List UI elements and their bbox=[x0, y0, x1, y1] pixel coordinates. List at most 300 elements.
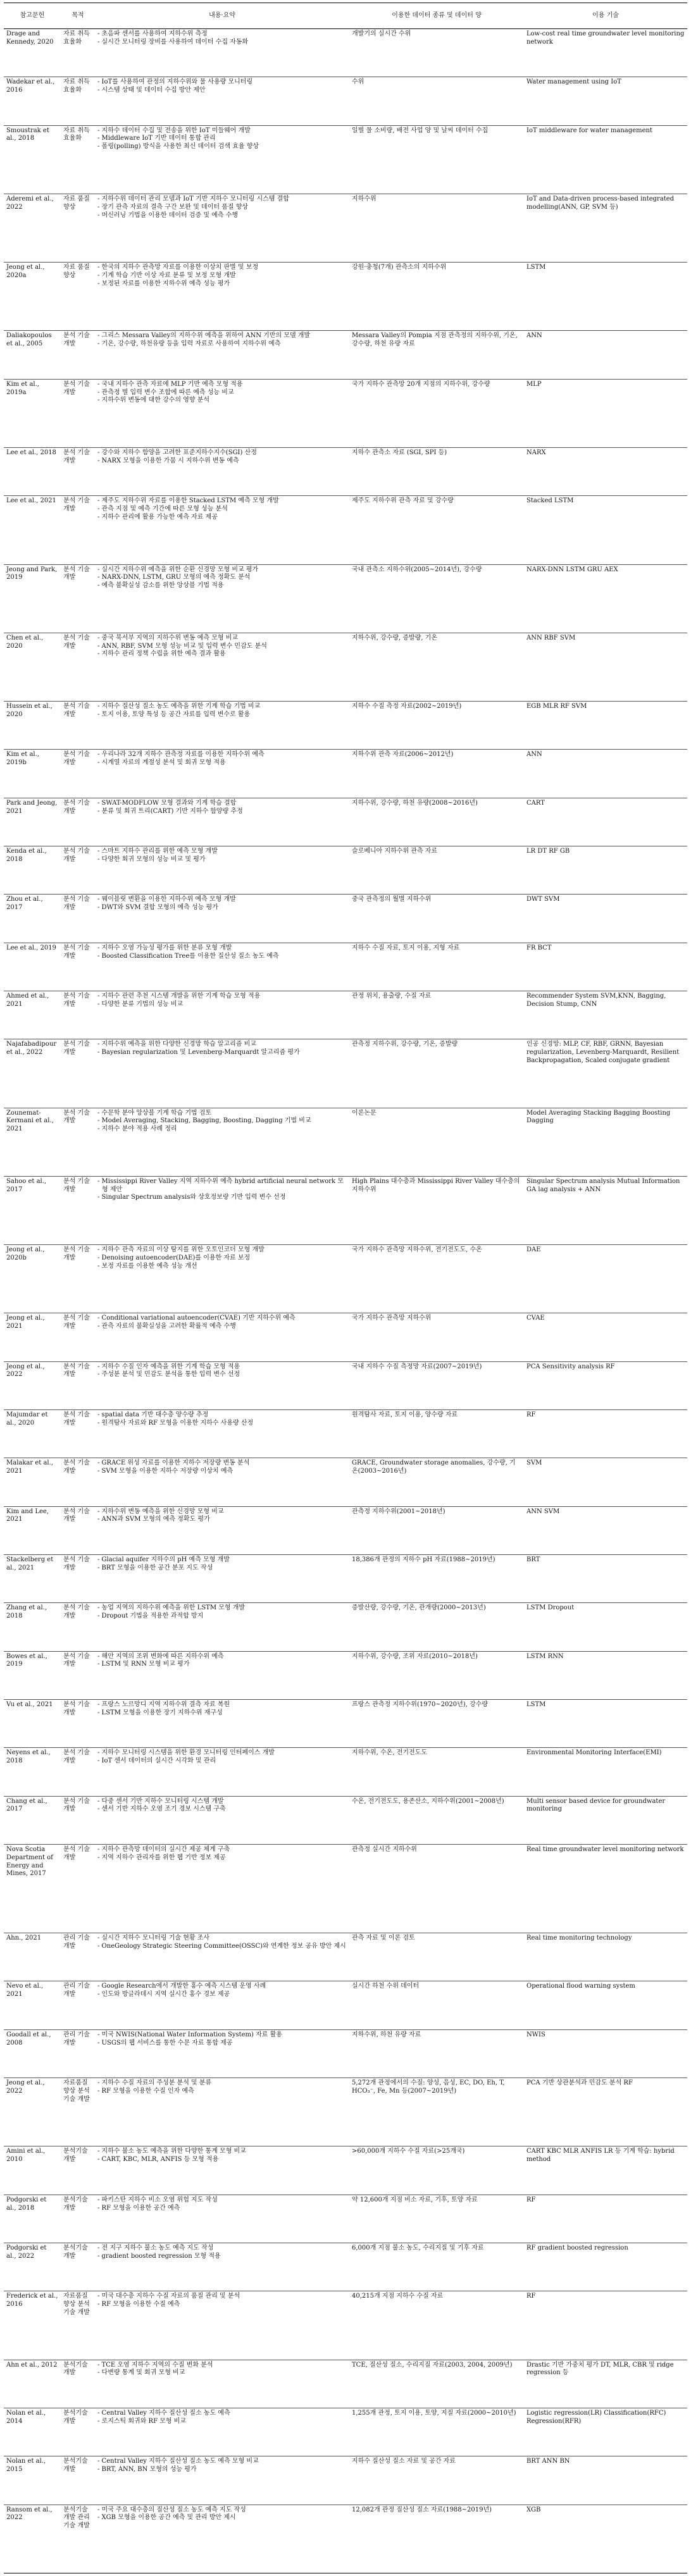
content-cell bbox=[95, 2408, 349, 2456]
reference-cell: Kim et al., 2019a bbox=[4, 379, 61, 447]
purpose-cell: 분석 기술 개발 bbox=[61, 331, 95, 379]
purpose-cell: 자료 취득 효율화 bbox=[61, 77, 95, 125]
purpose-cell: 자료품질 향상 분석기술 개발 bbox=[61, 2078, 95, 2146]
content-item: - CART, KBC, MLR, ANFIS 등 모형 적용 bbox=[97, 2156, 219, 2164]
content-item: - SWAT-MODFLOW 모형 결과와 기계 학습 결합 bbox=[97, 799, 237, 807]
data-cell: 중국 관측정의 월별 지하수위 bbox=[349, 895, 524, 943]
purpose-cell: 분석 기술 개발 bbox=[61, 750, 95, 798]
purpose-cell: 자료품질 향상 분석기술 개발 bbox=[61, 2291, 95, 2360]
technology-cell: DWT SVM bbox=[524, 895, 687, 943]
purpose-cell: 관리 기술 개발 bbox=[61, 1933, 95, 1981]
content-item: - GRACE 위성 자료를 이용한 지하수 저장량 변동 분석 bbox=[97, 1459, 250, 1467]
content-item: - 지하수 분야 적용 사례 정리 bbox=[97, 1125, 177, 1133]
content-cell bbox=[95, 2243, 349, 2291]
content-item: - 지하수 수질 자료의 주성분 분석 및 분류 bbox=[97, 2079, 212, 2087]
technology-cell: Recommender System SVM,KNN, Bagging, Decision Stump, CNN bbox=[524, 991, 687, 1039]
content-item: - OneGeology Strategic Steering Committee(OSSC)와 연계한 정보 공유 방안 제시 bbox=[97, 1942, 346, 1950]
purpose-cell: 분석 기술 개발 bbox=[61, 633, 95, 701]
content-cell bbox=[95, 29, 349, 77]
data-cell: 국내 지하수 수질 측정망 자료(2007~2019년) bbox=[349, 1361, 524, 1409]
content-cell bbox=[95, 2078, 349, 2146]
reference-cell: Wadekar et al., 2016 bbox=[4, 77, 61, 125]
content-item: - 머신러닝 기법을 이용한 데이터 검증 및 예측 수행 bbox=[97, 211, 239, 219]
table-row bbox=[4, 895, 687, 943]
table-row bbox=[4, 1410, 687, 1458]
content-item: - 관측 자료의 불확실성을 고려한 확률적 예측 수행 bbox=[97, 1323, 236, 1330]
reference-cell: Goodall et al., 2008 bbox=[4, 2029, 61, 2078]
reference-cell: Kim et al., 2019b bbox=[4, 750, 61, 798]
content-item: - Dropout 기법을 적용한 과적합 방지 bbox=[97, 1613, 204, 1620]
table-row bbox=[4, 263, 687, 331]
purpose-cell: 자료 품질 향상 bbox=[61, 194, 95, 262]
table-row bbox=[4, 1176, 687, 1244]
content-item: - SVM 모형을 이용한 지하수 저장량 이상치 예측 bbox=[97, 1468, 233, 1475]
purpose-cell: 분석 기술 개발 bbox=[61, 496, 95, 564]
content-item: - BRT, ANN, BN 모형의 성능 평가 bbox=[97, 2466, 197, 2474]
content-item: - 폴링(polling) 방식을 사용한 최신 데이터 검색 효율 향상 bbox=[97, 143, 259, 151]
content-cell bbox=[95, 1796, 349, 1844]
reference-cell: Nevo et al., 2021 bbox=[4, 1981, 61, 2029]
purpose-cell: 분석 기술 개발 bbox=[61, 1844, 95, 1933]
content-cell bbox=[95, 1361, 349, 1409]
content-item: - 실시간 모니터링 장비를 사용하여 데이터 수집 자동화 bbox=[97, 38, 249, 46]
content-item: - 파키스탄 지하수 비소 오염 위험 지도 작성 bbox=[97, 2196, 218, 2203]
table-row bbox=[4, 2029, 687, 2078]
content-item: - 센서 기반 지하수 오염 조기 경보 시스템 구축 bbox=[97, 1805, 226, 1813]
data-cell: 관정 위치, 용출량, 수질 자료 bbox=[349, 991, 524, 1039]
technology-cell: BRT bbox=[524, 1555, 687, 1603]
content-cell bbox=[95, 2029, 349, 2078]
technology-cell: ANN RBF SVM bbox=[524, 633, 687, 701]
table-row bbox=[4, 496, 687, 564]
literature-table-container bbox=[4, 3, 687, 2573]
reference-cell: Kenda et al., 2018 bbox=[4, 846, 61, 895]
content-item: - 프랑스 노르망디 지역 지하수위 결측 자료 복원 bbox=[97, 1700, 230, 1708]
table-row bbox=[4, 846, 687, 895]
table-row bbox=[4, 1603, 687, 1651]
content-cell bbox=[95, 750, 349, 798]
content-item: - 중국 북서부 지역의 지하수위 변동 예측 모형 비교 bbox=[97, 634, 239, 641]
data-cell: 강원·충청(7개) 관측소의 지하수위 bbox=[349, 263, 524, 331]
purpose-cell: 분석기술 개발 bbox=[61, 2408, 95, 2456]
content-item: - 실시간 지하수위 예측을 위한 순환 신경망 모형 비교 평가 bbox=[97, 566, 259, 573]
table-row bbox=[4, 29, 687, 77]
content-item: - USGS의 웹 서비스를 통한 수문 자료 통합 제공 bbox=[97, 2039, 233, 2047]
content-cell bbox=[95, 895, 349, 943]
reference-cell: Lee et al., 2018 bbox=[4, 447, 61, 495]
reference-cell: Jeong et al., 2022 bbox=[4, 2078, 61, 2146]
data-cell: 관측정 지하수위(2001~2018년) bbox=[349, 1506, 524, 1554]
technology-cell: PCA 기반 상관분석과 민감도 분석 RF bbox=[524, 2078, 687, 2146]
purpose-cell: 자료 품질 향상 bbox=[61, 263, 95, 331]
content-cell bbox=[95, 2505, 349, 2573]
purpose-cell: 분석 기술 개발 bbox=[61, 1361, 95, 1409]
content-item: - 지하수 오염 가능성 평가를 위한 분류 모형 개발 bbox=[97, 944, 232, 951]
content-cell bbox=[95, 943, 349, 991]
data-cell: 지하수위, 강수량, 증발량, 기온 bbox=[349, 633, 524, 701]
table-row bbox=[4, 77, 687, 125]
data-cell: 슬로베니아 지하수위 관측 자료 bbox=[349, 846, 524, 895]
table-row bbox=[4, 1108, 687, 1176]
technology-cell: BRT ANN BN bbox=[524, 2456, 687, 2505]
content-item: - Conditional variational autoencoder(CVAE) 기반 지하수위 예측 bbox=[97, 1315, 296, 1322]
reference-cell: Malakar et al., 2021 bbox=[4, 1458, 61, 1506]
purpose-cell: 분석 기술 개발 bbox=[61, 798, 95, 846]
content-item: - RF 모형을 이용한 수질 인자 예측 bbox=[97, 2087, 194, 2095]
content-cell bbox=[95, 1506, 349, 1554]
table-row bbox=[4, 2360, 687, 2408]
content-item: - 제주도 지하수위 자료를 이용한 Stacked LSTM 예측 모형 개발 bbox=[97, 497, 279, 505]
content-item: - 미국 대수층 지하수 수질 자료의 품질 관리 및 분석 bbox=[97, 2293, 240, 2300]
reference-cell: Amini et al., 2010 bbox=[4, 2146, 61, 2195]
data-cell: 원격탐사 자료, 토지 이용, 양수량 자료 bbox=[349, 1410, 524, 1458]
table-row bbox=[4, 1361, 687, 1409]
content-item: - 로지스틱 회귀와 RF 모형 비교 bbox=[97, 2417, 187, 2425]
data-cell: 국가 지하수 관측망 지하수위, 전기전도도, 수온 bbox=[349, 1245, 524, 1313]
purpose-cell: 분석 기술 개발 bbox=[61, 1555, 95, 1603]
data-cell: 지하수위 bbox=[349, 194, 524, 262]
technology-cell: RF bbox=[524, 2195, 687, 2243]
content-item: - 그리스 Messara Valley의 지하수위 예측을 위하여 ANN 기반의 모델 개발 bbox=[97, 332, 311, 340]
reference-cell: Ahn et al., 2012 bbox=[4, 2360, 61, 2408]
purpose-cell: 분석기술 개발 bbox=[61, 2243, 95, 2291]
data-cell: High Plains 대수층과 Mississippi River Valley 대수층의 지하수위 bbox=[349, 1176, 524, 1244]
purpose-cell: 분석기술 개발 bbox=[61, 2360, 95, 2408]
technology-cell: Stacked LSTM bbox=[524, 496, 687, 564]
data-cell: 6,000개 지점 불소 농도, 수리지질 및 기후 자료 bbox=[349, 2243, 524, 2291]
table-row bbox=[4, 1796, 687, 1844]
reference-cell: Park and Jeong, 2021 bbox=[4, 798, 61, 846]
table-row bbox=[4, 1458, 687, 1506]
table-row bbox=[4, 447, 687, 495]
data-cell: 지하수 관측소 자료 (SGI, SPI 등) bbox=[349, 447, 524, 495]
purpose-cell: 자료 취득 효율화 bbox=[61, 29, 95, 77]
data-cell: 국가 지하수 관측망 지하수위 bbox=[349, 1313, 524, 1361]
content-item: - 지역 지하수 관리자를 위한 웹 기반 정보 제공 bbox=[97, 1854, 226, 1861]
technology-cell: RF bbox=[524, 2291, 687, 2360]
content-item: - BRT 모형을 이용한 공간 분포 지도 작성 bbox=[97, 1564, 213, 1571]
table-body bbox=[4, 29, 687, 2573]
content-item: - 기계 학습 기반 이상 자료 분류 및 보정 모형 개발 bbox=[97, 271, 236, 279]
purpose-cell: 분석 기술 개발 bbox=[61, 1699, 95, 1747]
content-cell bbox=[95, 1699, 349, 1747]
data-cell: 지하수 질산성 질소 자료 및 공간 자료 bbox=[349, 2456, 524, 2505]
table-row bbox=[4, 1844, 687, 1933]
purpose-cell: 분석 기술 개발 bbox=[61, 1748, 95, 1796]
purpose-cell: 자료 취득 효율화 bbox=[61, 125, 95, 194]
table-row bbox=[4, 194, 687, 262]
content-item: - 한국의 지하수 관측망 자료를 이용한 이상치 판별 및 보정 bbox=[97, 264, 259, 271]
content-item: - 지하수 관리 정책 수립을 위한 예측 결과 활용 bbox=[97, 650, 226, 658]
purpose-cell: 분석기술 개발 관리기술 개발 bbox=[61, 2505, 95, 2573]
content-cell bbox=[95, 1039, 349, 1108]
content-item: - Denoising autoencoder(DAE)를 이용한 자료 보정 bbox=[97, 1254, 251, 1261]
content-item: - 다양한 회귀 모형의 성능 비교 및 평가 bbox=[97, 855, 206, 863]
table-row bbox=[4, 2291, 687, 2360]
purpose-cell: 분석 기술 개발 bbox=[61, 702, 95, 750]
table-row bbox=[4, 2195, 687, 2243]
content-item: - XGB 모형을 이용한 공간 예측 및 관리 방안 제시 bbox=[97, 2514, 236, 2522]
content-item: - 보정 자료를 이용한 예측 성능 개선 bbox=[97, 1262, 197, 1270]
table-row bbox=[4, 2078, 687, 2146]
purpose-cell: 관리 기술 개발 bbox=[61, 2029, 95, 2078]
content-item: - RF 모형을 이용한 공간 예측 bbox=[97, 2204, 180, 2212]
data-cell: 실시간 하천 수위 데이터 bbox=[349, 1981, 524, 2029]
content-item: - 지하수위 데이터 관리 모델과 IoT 기반 지하수 모니터링 시스템 결합 bbox=[97, 195, 289, 202]
technology-cell: Model Averaging Stacking Bagging Boosting Dagging bbox=[524, 1108, 687, 1176]
content-item: - LSTM 모형을 이용한 장기 지하수위 재구성 bbox=[97, 1709, 223, 1716]
content-item: - RF 모형을 이용한 수질 예측 bbox=[97, 2301, 180, 2308]
reference-cell: Nolan et al., 2014 bbox=[4, 2408, 61, 2456]
purpose-cell: 분석기술 개발 bbox=[61, 2195, 95, 2243]
content-item: - 관측정 별 입력 변수 조합에 따른 예측 성능 비교 bbox=[97, 388, 234, 396]
content-item: - 지하수 데이터 수집 및 전송을 위한 IoT 미들웨어 개발 bbox=[97, 127, 251, 134]
content-item: - 장기 관측 자료의 결측 구간 보완 및 데이터 품질 향상 bbox=[97, 203, 249, 211]
data-cell: 제주도 지하수위 관측 자료 및 강수량 bbox=[349, 496, 524, 564]
content-item: - Google Research에서 개발한 홍수 예측 시스템 운영 사례 bbox=[97, 1983, 266, 1990]
purpose-cell: 분석 기술 개발 bbox=[61, 379, 95, 447]
purpose-cell: 분석 기술 개발 bbox=[61, 1458, 95, 1506]
content-item: - 웨이블릿 변환을 이용한 지하수위 예측 모형 개발 bbox=[97, 896, 236, 903]
data-cell: 수온, 전기전도도, 용존산소, 지하수위(2001~2008년) bbox=[349, 1796, 524, 1844]
table-row bbox=[4, 1699, 687, 1747]
content-item: - 시스템 상태 및 데이터 수집 방안 제안 bbox=[97, 87, 206, 94]
purpose-cell: 분석 기술 개발 bbox=[61, 564, 95, 633]
table-row bbox=[4, 331, 687, 379]
technology-cell: ANN bbox=[524, 331, 687, 379]
reference-cell: Nolan et al., 2015 bbox=[4, 2456, 61, 2505]
content-item: - Central Valley 지하수 질산성 질소 농도 예측 모형 비교 bbox=[97, 2458, 259, 2465]
content-item: - 지하수 관측망 데이터의 실시간 제공 체계 구축 bbox=[97, 1845, 230, 1853]
content-item: - 지하수 불소 농도 예측을 위한 다양한 통계 모형 비교 bbox=[97, 2148, 246, 2155]
content-cell bbox=[95, 1313, 349, 1361]
data-cell: 프랑스 관측정 지하수위(1970~2020년), 강수량 bbox=[349, 1699, 524, 1747]
purpose-cell: 분석 기술 개발 bbox=[61, 895, 95, 943]
technology-cell: Low-cost real time groundwater level monitoring network bbox=[524, 29, 687, 77]
content-cell bbox=[95, 2291, 349, 2360]
literature-table bbox=[4, 3, 687, 2573]
data-cell: 국내 관측소 지하수위(2005~2014년), 강수량 bbox=[349, 564, 524, 633]
content-item: - 기온, 강수량, 하천유량 등을 입력 자료로 사용하여 지하수위 예측 bbox=[97, 340, 281, 348]
content-cell bbox=[95, 702, 349, 750]
table-row bbox=[4, 943, 687, 991]
content-cell bbox=[95, 77, 349, 125]
reference-cell: Drage and Kennedy, 2020 bbox=[4, 29, 61, 77]
table-header-row bbox=[4, 3, 687, 29]
content-item: - 실시간 지하수 모니터링 기술 현황 조사 bbox=[97, 1935, 210, 1942]
table-row bbox=[4, 1245, 687, 1313]
purpose-cell: 분석 기술 개발 bbox=[61, 1176, 95, 1244]
technology-cell: Multi sensor based device for groundwater monitoring bbox=[524, 1796, 687, 1844]
table-row bbox=[4, 2408, 687, 2456]
header-reference: 참고문헌 bbox=[4, 3, 61, 29]
technology-cell: NWIS bbox=[524, 2029, 687, 2078]
content-item: - 지하수 모니터링 시스템을 위한 환경 모니터링 인터페이스 개발 bbox=[97, 1749, 275, 1757]
technology-cell: ANN bbox=[524, 750, 687, 798]
content-cell bbox=[95, 1555, 349, 1603]
technology-cell: Environmental Monitoring Interface(EMI) bbox=[524, 1748, 687, 1796]
purpose-cell: 분석 기술 개발 bbox=[61, 1410, 95, 1458]
data-cell: 수위 bbox=[349, 77, 524, 125]
content-cell bbox=[95, 2195, 349, 2243]
content-item: - Glacial aquifer 지하수의 pH 예측 모형 개발 bbox=[97, 1556, 230, 1563]
content-item: - 국내 지하수 관측 자료에 MLP 기반 예측 모형 적용 bbox=[97, 380, 243, 388]
reference-cell: Jeong et al., 2022 bbox=[4, 1361, 61, 1409]
purpose-cell: 분석 기술 개발 bbox=[61, 1039, 95, 1108]
data-cell: 관측정 지하수위, 강수량, 기온, 증발량 bbox=[349, 1039, 524, 1108]
purpose-cell: 분석 기술 개발 bbox=[61, 1796, 95, 1844]
content-item: - 농업 지역의 지하수위 예측을 위한 LSTM 모형 개발 bbox=[97, 1604, 246, 1612]
table-row bbox=[4, 2146, 687, 2195]
reference-cell: Podgorski et al., 2018 bbox=[4, 2195, 61, 2243]
reference-cell: Zounemat-Kermani et al., 2021 bbox=[4, 1108, 61, 1176]
technology-cell: Real time monitoring technology bbox=[524, 1933, 687, 1981]
table-row bbox=[4, 702, 687, 750]
technology-cell: RF bbox=[524, 1410, 687, 1458]
content-item: - 지하수위 예측을 위한 다양한 신경망 학습 알고리즘 비교 bbox=[97, 1041, 256, 1048]
content-item: - 인도와 방글라데시 지역 실시간 홍수 경보 제공 bbox=[97, 1991, 230, 1998]
content-cell bbox=[95, 1410, 349, 1458]
technology-cell: RF gradient boosted regression bbox=[524, 2243, 687, 2291]
reference-cell: Lee et al., 2021 bbox=[4, 496, 61, 564]
content-item: - 원격탐사 자료와 RF 모형을 이용한 지하수 사용량 산정 bbox=[97, 1419, 254, 1427]
table-row bbox=[4, 1313, 687, 1361]
content-item: - 지하수 관측 자료의 이상 탐지를 위한 오토인코더 모형 개발 bbox=[97, 1246, 265, 1254]
content-item: - Singular Spectrum analysis와 상호정보량 기반 입력 변수 선정 bbox=[97, 1194, 286, 1201]
technology-cell: FR BCT bbox=[524, 943, 687, 991]
content-item: - IoT를 사용하여 관정의 지하수위와 물 사용량 모니터링 bbox=[97, 78, 253, 86]
data-cell: 지하수위, 수온, 전기전도도 bbox=[349, 1748, 524, 1796]
purpose-cell: 분석 기술 개발 bbox=[61, 1603, 95, 1651]
technology-cell: IoT middleware for water management bbox=[524, 125, 687, 194]
content-item: - IoT 센서 데이터의 실시간 시각화 및 관리 bbox=[97, 1757, 216, 1765]
content-cell bbox=[95, 125, 349, 194]
reference-cell: Ahmed et al., 2021 bbox=[4, 991, 61, 1039]
technology-cell: PCA Sensitivity analysis RF bbox=[524, 1361, 687, 1409]
data-cell: 약 12,600개 지점 비소 자료, 기후, 토양 자료 bbox=[349, 2195, 524, 2243]
data-cell: 증발산량, 강수량, 기온, 관개량(2000~2013년) bbox=[349, 1603, 524, 1651]
content-item: - 지하수위 변동 예측을 위한 신경망 모형 비교 bbox=[97, 1508, 224, 1515]
table-row bbox=[4, 1748, 687, 1796]
content-item: - Central Valley 지하수 질산성 질소 농도 예측 bbox=[97, 2409, 230, 2417]
content-cell bbox=[95, 633, 349, 701]
technology-cell: Water management using IoT bbox=[524, 77, 687, 125]
data-cell: 개발기의 실시간 수위 bbox=[349, 29, 524, 77]
content-item: - Middleware IoT 기반 데이터 통합 관리 bbox=[97, 135, 216, 142]
technology-cell: 인공 신경망: MLP, CF, RBF, GRNN, Bayesian regularization, Levenberg-Marquardt, Resilient Backpropagation, Scaled conjugate gradient bbox=[524, 1039, 687, 1108]
content-item: - 다중 센서 기반 지하수 모니터링 시스템 개발 bbox=[97, 1797, 224, 1805]
content-cell bbox=[95, 1176, 349, 1244]
technology-cell: CART KBC MLR ANFIS LR 등 기계 학습: hybrid method bbox=[524, 2146, 687, 2195]
table-row bbox=[4, 125, 687, 194]
content-cell bbox=[95, 1933, 349, 1981]
content-cell bbox=[95, 1603, 349, 1651]
content-item: - Mississippi River Valley 지역 지하수위 예측 hybrid artificial neural network 모형 제안 bbox=[97, 1177, 344, 1193]
content-item: - Model Averaging, Stacking, Bagging, Boosting, Dagging 기법 비교 bbox=[97, 1117, 311, 1125]
content-cell bbox=[95, 447, 349, 495]
content-item: - 토지 이용, 토양 특성 등 공간 자료를 입력 변수로 활용 bbox=[97, 710, 251, 718]
technology-cell: NARX bbox=[524, 447, 687, 495]
content-item: - LSTM 및 RNN 모형 비교 평가 bbox=[97, 1661, 190, 1668]
content-cell bbox=[95, 2456, 349, 2505]
data-cell: 12,082개 관정 질산성 질소 자료(1988~2019년) bbox=[349, 2505, 524, 2573]
technology-cell: ANN SVM bbox=[524, 1506, 687, 1554]
content-item: - 초음파 센서를 사용하여 지하수위 측정 bbox=[97, 30, 208, 37]
reference-cell: Jeong et al., 2021 bbox=[4, 1313, 61, 1361]
purpose-cell: 분석 기술 개발 bbox=[61, 1506, 95, 1554]
purpose-cell: 분석 기술 개발 bbox=[61, 1245, 95, 1313]
content-cell bbox=[95, 331, 349, 379]
reference-cell: Jeong et al., 2020a bbox=[4, 263, 61, 331]
technology-cell: DAE bbox=[524, 1245, 687, 1313]
content-item: - 지하수 수질 인자 예측을 위한 기계 학습 모형 적용 bbox=[97, 1363, 240, 1370]
content-item: - 주성분 분석 및 민감도 분석을 통한 입력 변수 선정 bbox=[97, 1371, 240, 1378]
reference-cell: Daliakopoulos et al., 2005 bbox=[4, 331, 61, 379]
purpose-cell: 분석 기술 개발 bbox=[61, 1108, 95, 1176]
table-row bbox=[4, 1506, 687, 1554]
content-item: - 미국 주요 대수층의 질산성 질소 농도 예측 지도 작성 bbox=[97, 2506, 246, 2513]
content-item: - Boosted Classification Tree를 이용한 질산성 질소 농도 예측 bbox=[97, 952, 279, 960]
table-row bbox=[4, 1651, 687, 1699]
content-item: - 수문학 분야 앙상블 기계 학습 기법 검토 bbox=[97, 1109, 212, 1117]
technology-cell: SVM bbox=[524, 1458, 687, 1506]
reference-cell: Chen et al., 2020 bbox=[4, 633, 61, 701]
content-cell bbox=[95, 846, 349, 895]
content-item: - 시계열 자료의 계절성 분석 및 회귀 모형 적용 bbox=[97, 759, 226, 767]
reference-cell: Stackelberg et al., 2021 bbox=[4, 1555, 61, 1603]
purpose-cell: 분석 기술 개발 bbox=[61, 846, 95, 895]
content-item: - 지하수위 변동에 대한 강수의 영향 분석 bbox=[97, 397, 210, 404]
data-cell: 지하수위, 하천 유량 자료 bbox=[349, 2029, 524, 2078]
technology-cell: CART bbox=[524, 798, 687, 846]
purpose-cell: 분석 기술 개발 bbox=[61, 447, 95, 495]
content-item: - 전 지구 지하수 불소 농도 예측 지도 작성 bbox=[97, 2245, 214, 2252]
data-cell: 지하수 수질 측정 자료(2002~2019년) bbox=[349, 702, 524, 750]
technology-cell: NARX-DNN LSTM GRU AEX bbox=[524, 564, 687, 633]
header-purpose: 목적 bbox=[61, 3, 95, 29]
reference-cell: Jeong et al., 2020b bbox=[4, 1245, 61, 1313]
reference-cell: Majumdar et al., 2020 bbox=[4, 1410, 61, 1458]
reference-cell: Bowes et al., 2019 bbox=[4, 1651, 61, 1699]
technology-cell: Logistic regression(LR) Classification(RFC) Regression(RFR) bbox=[524, 2408, 687, 2456]
header-data: 이용한 데이터 종류 및 데이터 양 bbox=[349, 3, 524, 29]
table-row bbox=[4, 1933, 687, 1981]
content-item: - gradient boosted regression 모형 적용 bbox=[97, 2252, 221, 2260]
technology-cell: Singular Spectrum analysis Mutual Information GA lag analysis + ANN bbox=[524, 1176, 687, 1244]
reference-cell: Zhang et al., 2018 bbox=[4, 1603, 61, 1651]
content-item: - 해안 지역의 조위 변화에 따른 지하수위 예측 bbox=[97, 1652, 224, 1660]
content-item: - NARX-DNN, LSTM, GRU 모형의 예측 정확도 분석 bbox=[97, 574, 251, 581]
header-technology: 이용 기술 bbox=[524, 3, 687, 29]
technology-cell: LSTM bbox=[524, 1699, 687, 1747]
content-item: - 미국 NWIS(National Water Information System) 자료 활용 bbox=[97, 2031, 282, 2038]
content-cell bbox=[95, 798, 349, 846]
reference-cell: Lee et al., 2019 bbox=[4, 943, 61, 991]
reference-cell: Zhou et al., 2017 bbox=[4, 895, 61, 943]
technology-cell: LSTM Dropout bbox=[524, 1603, 687, 1651]
data-cell: 지하수위, 강수량, 조위 자료(2010~2018년) bbox=[349, 1651, 524, 1699]
content-item: - Bayesian regularization 및 Levenberg-Marquardt 알고리즘 평가 bbox=[97, 1049, 300, 1056]
purpose-cell: 분석기술 개발 bbox=[61, 2146, 95, 2195]
reference-cell: Sahoo et al., 2017 bbox=[4, 1176, 61, 1244]
data-cell: 40,215개 지점 지하수 수질 자료 bbox=[349, 2291, 524, 2360]
data-cell: >60,000개 지하수 수질 자료(>25개국) bbox=[349, 2146, 524, 2195]
content-item: - 강수와 지하수 함양을 고려한 표준지하수지수(SGI) 산정 bbox=[97, 449, 257, 456]
content-cell bbox=[95, 263, 349, 331]
content-cell bbox=[95, 564, 349, 633]
technology-cell: CVAE bbox=[524, 1313, 687, 1361]
data-cell: 지하수 수질 자료, 토지 이용, 지형 자료 bbox=[349, 943, 524, 991]
